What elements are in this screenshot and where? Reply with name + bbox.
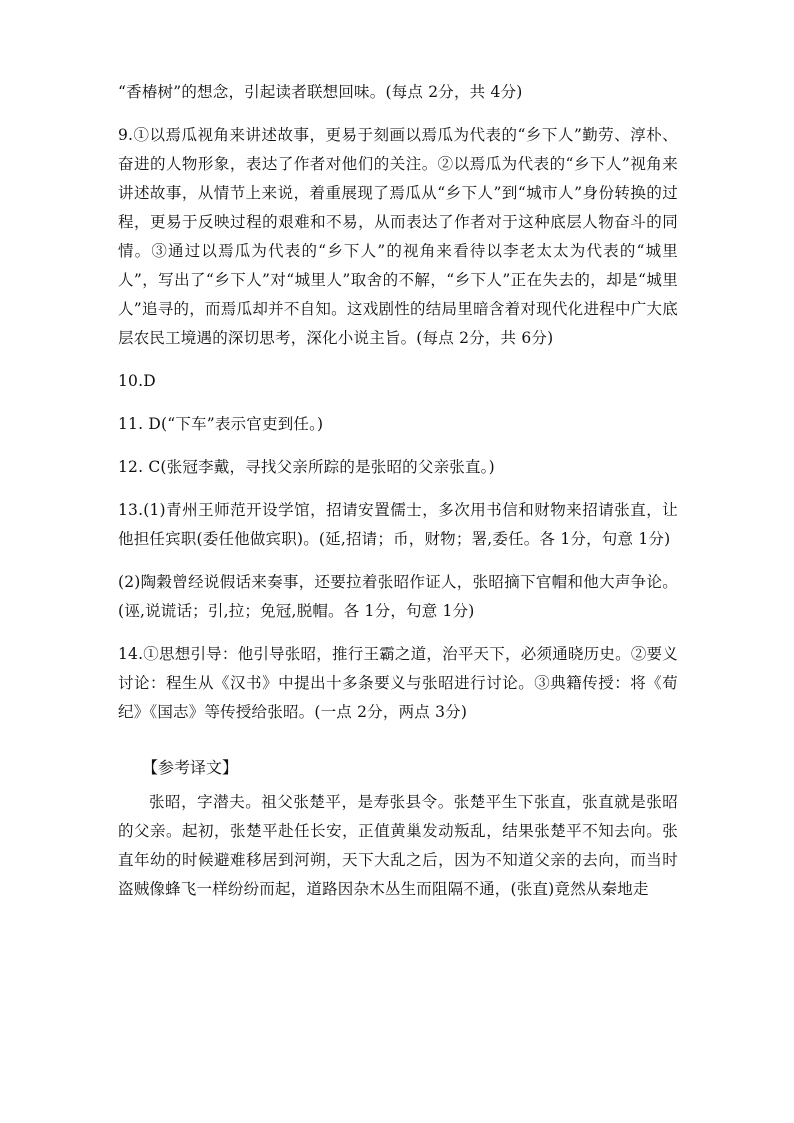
answer-14: 14.①思想引导：他引导张昭，推行王霸之道，治平天下，必须通晓历史。②要义讨论：程生从《汉书》中提出十多条要义与张昭进行讨论。③典籍传授：将《荀纪》《国志》等传授给张昭。(一点 2分，两点 3分) [118,645,678,721]
answer-13-part-1: 13.(1)青州王师范开设学馆，招请安置儒士，多次用书信和财物来招请张直，让他担任宾职(委任他做宾职)。(延,招请；币，财物；署,委任。各 1分，句意 1分) [118,501,678,548]
answer-13-part-2: (2)陶穀曾经说假话来奏事，还要拉着张昭作证人，张昭摘下官帽和他大声争论。(诬,说谎话；引,拉；免冠,脱帽。各 1分，句意 1分) [118,573,678,620]
document-page [118,78,678,904]
answer-9: 9.①以焉瓜视角来讲述故事，更易于刻画以焉瓜为代表的“乡下人”勤劳、淳朴、奋进的人物形象，表达了作者对他们的关注。②以焉瓜为代表的“乡下人”视角来讲述故事，从情节上来说，着重展现了焉瓜从“乡下人”到“城市人”身份转换的过程，更易于反映过程的艰难和不易，从而表达了作者对于这种底层人物奋斗的同情。③通过以焉瓜为代表的“乡下人”的视角来看待以李老太太为代表的“城里人”，写出了“乡下人”对“城里人”取舍的不解，“乡下人”正在失去的，却是“城里人”追寻的，而焉瓜却并不自知。这戏剧性的结局里暗含着对现代化进程中广大底层农民工境遇的深切思考，深化小说主旨。(每点 2分，共 6分) [118,126,678,347]
reference-translation-heading: 【参考译文】 [142,758,239,777]
answer-fragment: “香椿树”的想念，引起读者联想回味。(每点 2分，共 4分) [118,83,523,101]
reference-translation-paragraph: 张昭，字潜夫。祖父张楚平，是寿张县令。张楚平生下张直，张直就是张昭的父亲。起初，张楚平赴任长安，正值黄巢发动叛乱，结果张楚平不知去向。张直年幼的时候避难移居到河朔，天下大乱之后，因为不知道父亲的去向，而当时盗贼像蜂飞一样纷纷而起，道路因杂木丛生而阻隔不通，(张直)竟然从秦地走 [118,793,678,898]
answer-12: 12. C(张冠李戴，寻找父亲所踪的是张昭的父亲张直。) [118,458,495,476]
answer-10: 10.D [118,372,156,390]
answer-11: 11. D(“下车”表示官吏到任。) [118,415,324,433]
